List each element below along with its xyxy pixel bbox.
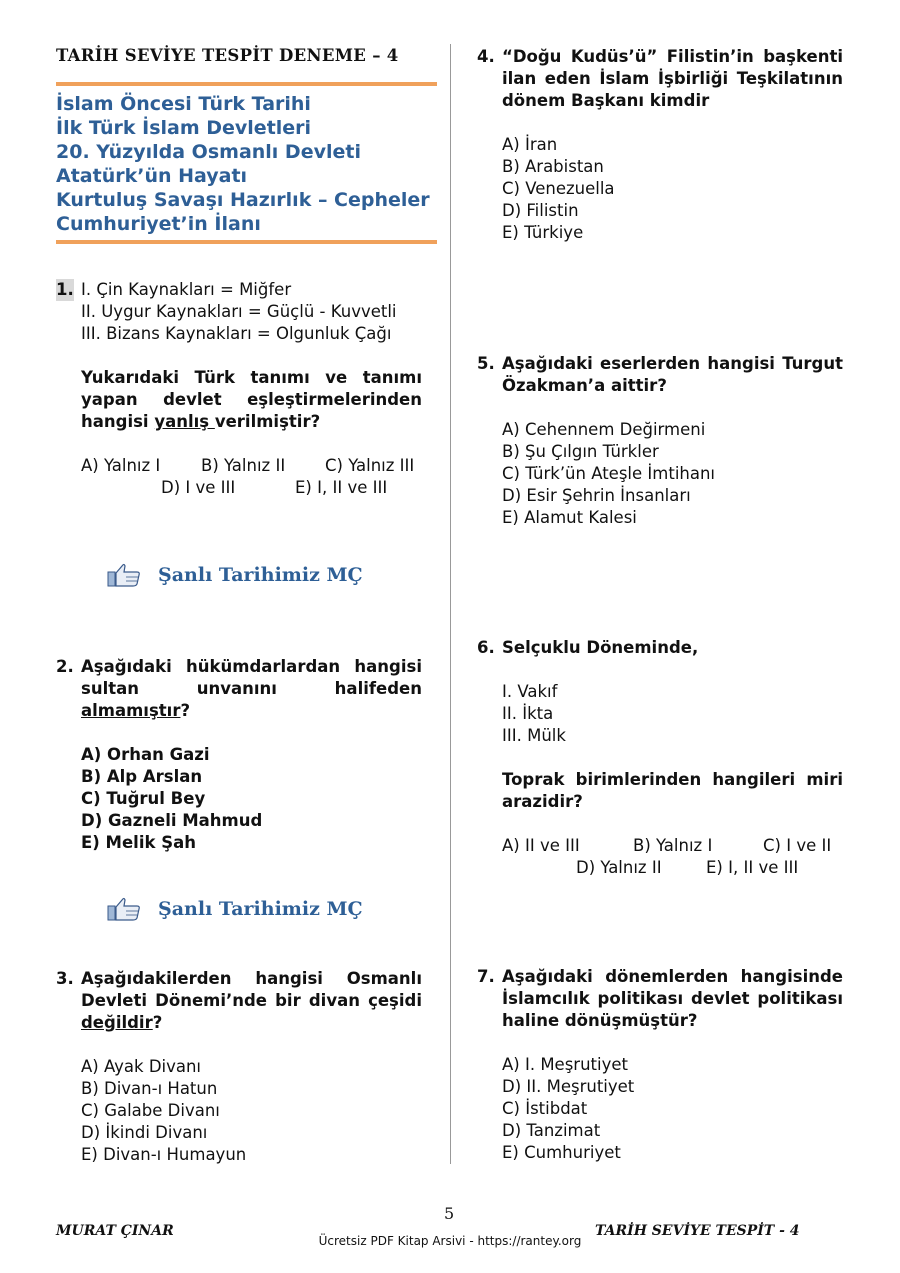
question-7: [477, 966, 843, 1164]
statement-item: I. Vakıf: [502, 682, 558, 701]
question-3: [56, 968, 422, 1166]
option-list: [81, 744, 422, 854]
option-c[interactable]: C) Türk’ün Ateşle İmtihanı: [502, 464, 716, 483]
option-b[interactable]: B) Yalnız I: [633, 836, 713, 855]
page-number: 5: [444, 1204, 455, 1223]
question-number: 1.: [56, 280, 74, 299]
option-e[interactable]: E) Cumhuriyet: [502, 1143, 621, 1162]
question-stem: Aşağıdakilerden hangisi Osmanlı Devleti Dönemi’nde bir divan çeşidi değildir?: [81, 969, 422, 1032]
question-number: 5.: [477, 354, 495, 373]
option-e[interactable]: E) Divan-ı Humayun: [81, 1145, 247, 1164]
option-c[interactable]: C) I ve II: [763, 836, 832, 855]
option-a[interactable]: A) Cehennem Değirmeni: [502, 420, 706, 439]
question-stem: Aşağıdaki dönemlerden hangisinde İslamcılık politikası devlet politikası haline dönüşmüştür?: [502, 967, 843, 1030]
topic-item: Cumhuriyet’in İlanı: [56, 213, 261, 235]
footer-author: MURAT ÇINAR: [56, 1223, 174, 1239]
statement-item: II. İkta: [502, 704, 554, 723]
option-b[interactable]: B) Alp Arslan: [81, 767, 203, 786]
topic-item: İlk Türk İslam Devletleri: [56, 117, 312, 139]
question-1: [56, 279, 422, 499]
question-stem: Aşağıdaki eserlerden hangisi Turgut Özakman’a aittir?: [502, 354, 843, 395]
option-a[interactable]: A) Yalnız I: [81, 456, 161, 475]
option-a[interactable]: A) İran: [502, 135, 558, 154]
option-list: [81, 1056, 422, 1166]
option-e[interactable]: E) Melik Şah: [81, 833, 196, 852]
option-a[interactable]: A) Ayak Divanı: [81, 1057, 202, 1076]
column-divider: [450, 44, 451, 1164]
option-list: [502, 134, 843, 244]
promo-banner: [106, 562, 363, 588]
option-b[interactable]: B) Divan-ı Hatun: [81, 1079, 218, 1098]
question-stem: Yukarıdaki Türk tanımı ve tanımı yapan devlet eşleştirmelerinden hangisi yanlış verilmiştir?: [81, 368, 422, 431]
question-number: 2.: [56, 657, 74, 676]
option-b[interactable]: B) Yalnız II: [201, 456, 286, 475]
option-d[interactable]: D) Gazneli Mahmud: [81, 811, 263, 830]
question-number: 3.: [56, 969, 74, 988]
orange-divider-top: [56, 82, 437, 86]
question-number: 7.: [477, 967, 495, 986]
option-c[interactable]: C) Tuğrul Bey: [81, 789, 206, 808]
option-a[interactable]: A) II ve III: [502, 836, 580, 855]
promo-text: Şanlı Tarihimiz MÇ: [158, 898, 363, 920]
option-b[interactable]: B) Arabistan: [502, 157, 604, 176]
option-a[interactable]: A) Orhan Gazi: [81, 745, 210, 764]
thumbs-up-icon: [106, 562, 142, 588]
option-c[interactable]: C) Yalnız III: [325, 456, 415, 475]
statement-item: I. Çin Kaynakları = Miğfer: [81, 280, 292, 299]
orange-divider-bottom: [56, 240, 437, 244]
question-4: [477, 46, 843, 244]
header-title: TARİH SEVİYE TESPİT DENEME – 4: [56, 46, 399, 65]
option-list: [502, 419, 843, 529]
option-b[interactable]: B) Şu Çılgın Türkler: [502, 442, 659, 461]
question-2: [56, 656, 422, 854]
footer-site-link[interactable]: Ücretsiz PDF Kitap Arsivi - https://rantey.org: [318, 1234, 582, 1248]
option-e[interactable]: E) I, II ve III: [706, 858, 799, 877]
statement-list: [81, 279, 422, 345]
option-list: [502, 835, 843, 879]
option-d[interactable]: D) İkindi Divanı: [81, 1123, 208, 1142]
option-e[interactable]: E) I, II ve III: [295, 478, 388, 497]
option-c[interactable]: C) İstibdat: [502, 1099, 588, 1118]
topic-item: İslam Öncesi Türk Tarihi: [56, 93, 311, 115]
option-d[interactable]: D) Tanzimat: [502, 1121, 601, 1140]
question-stem: Aşağıdaki hükümdarlardan hangisi sultan unvanını halifeden almamıştır?: [81, 657, 422, 720]
option-list: [502, 1054, 843, 1164]
option-c[interactable]: C) Venezuella: [502, 179, 615, 198]
statement-item: II. Uygur Kaynakları = Güçlü - Kuvvetli: [81, 302, 397, 321]
option-d[interactable]: D) Yalnız II: [576, 858, 662, 877]
statement-item: III. Bizans Kaynakları = Olgunluk Çağı: [81, 324, 392, 343]
option-c[interactable]: C) Galabe Divanı: [81, 1101, 220, 1120]
statement-item: III. Mülk: [502, 726, 566, 745]
question-number: 6.: [477, 638, 495, 657]
topic-item: 20. Yüzyılda Osmanlı Devleti: [56, 141, 361, 163]
thumbs-up-icon: [106, 896, 142, 922]
promo-banner: [106, 896, 363, 922]
topic-item: Kurtuluş Savaşı Hazırlık – Cepheler: [56, 189, 430, 211]
question-stem: Toprak birimlerinden hangileri miri arazidir?: [502, 770, 843, 811]
option-e[interactable]: E) Türkiye: [502, 223, 584, 242]
option-a[interactable]: A) I. Meşrutiyet: [502, 1055, 628, 1074]
option-d[interactable]: D) Esir Şehrin İnsanları: [502, 486, 691, 505]
option-b[interactable]: D) II. Meşrutiyet: [502, 1077, 635, 1096]
topic-list: [56, 92, 430, 236]
option-e[interactable]: E) Alamut Kalesi: [502, 508, 637, 527]
question-stem: “Doğu Kudüs’ü” Filistin’in başkenti ilan eden İslam İşbirliği Teşkilatının dönem Başkanı kimdir: [502, 47, 843, 110]
question-6: [477, 637, 843, 879]
statement-list: [502, 681, 843, 747]
option-d[interactable]: D) I ve III: [161, 478, 236, 497]
question-number: 4.: [477, 47, 495, 66]
footer-title: TARİH SEVİYE TESPİT - 4: [595, 1223, 800, 1239]
promo-text: Şanlı Tarihimiz MÇ: [158, 564, 363, 586]
question-intro: Selçuklu Döneminde,: [502, 638, 699, 657]
topic-item: Atatürk’ün Hayatı: [56, 165, 248, 187]
option-d[interactable]: D) Filistin: [502, 201, 579, 220]
question-5: [477, 353, 843, 529]
option-list: [81, 455, 422, 499]
